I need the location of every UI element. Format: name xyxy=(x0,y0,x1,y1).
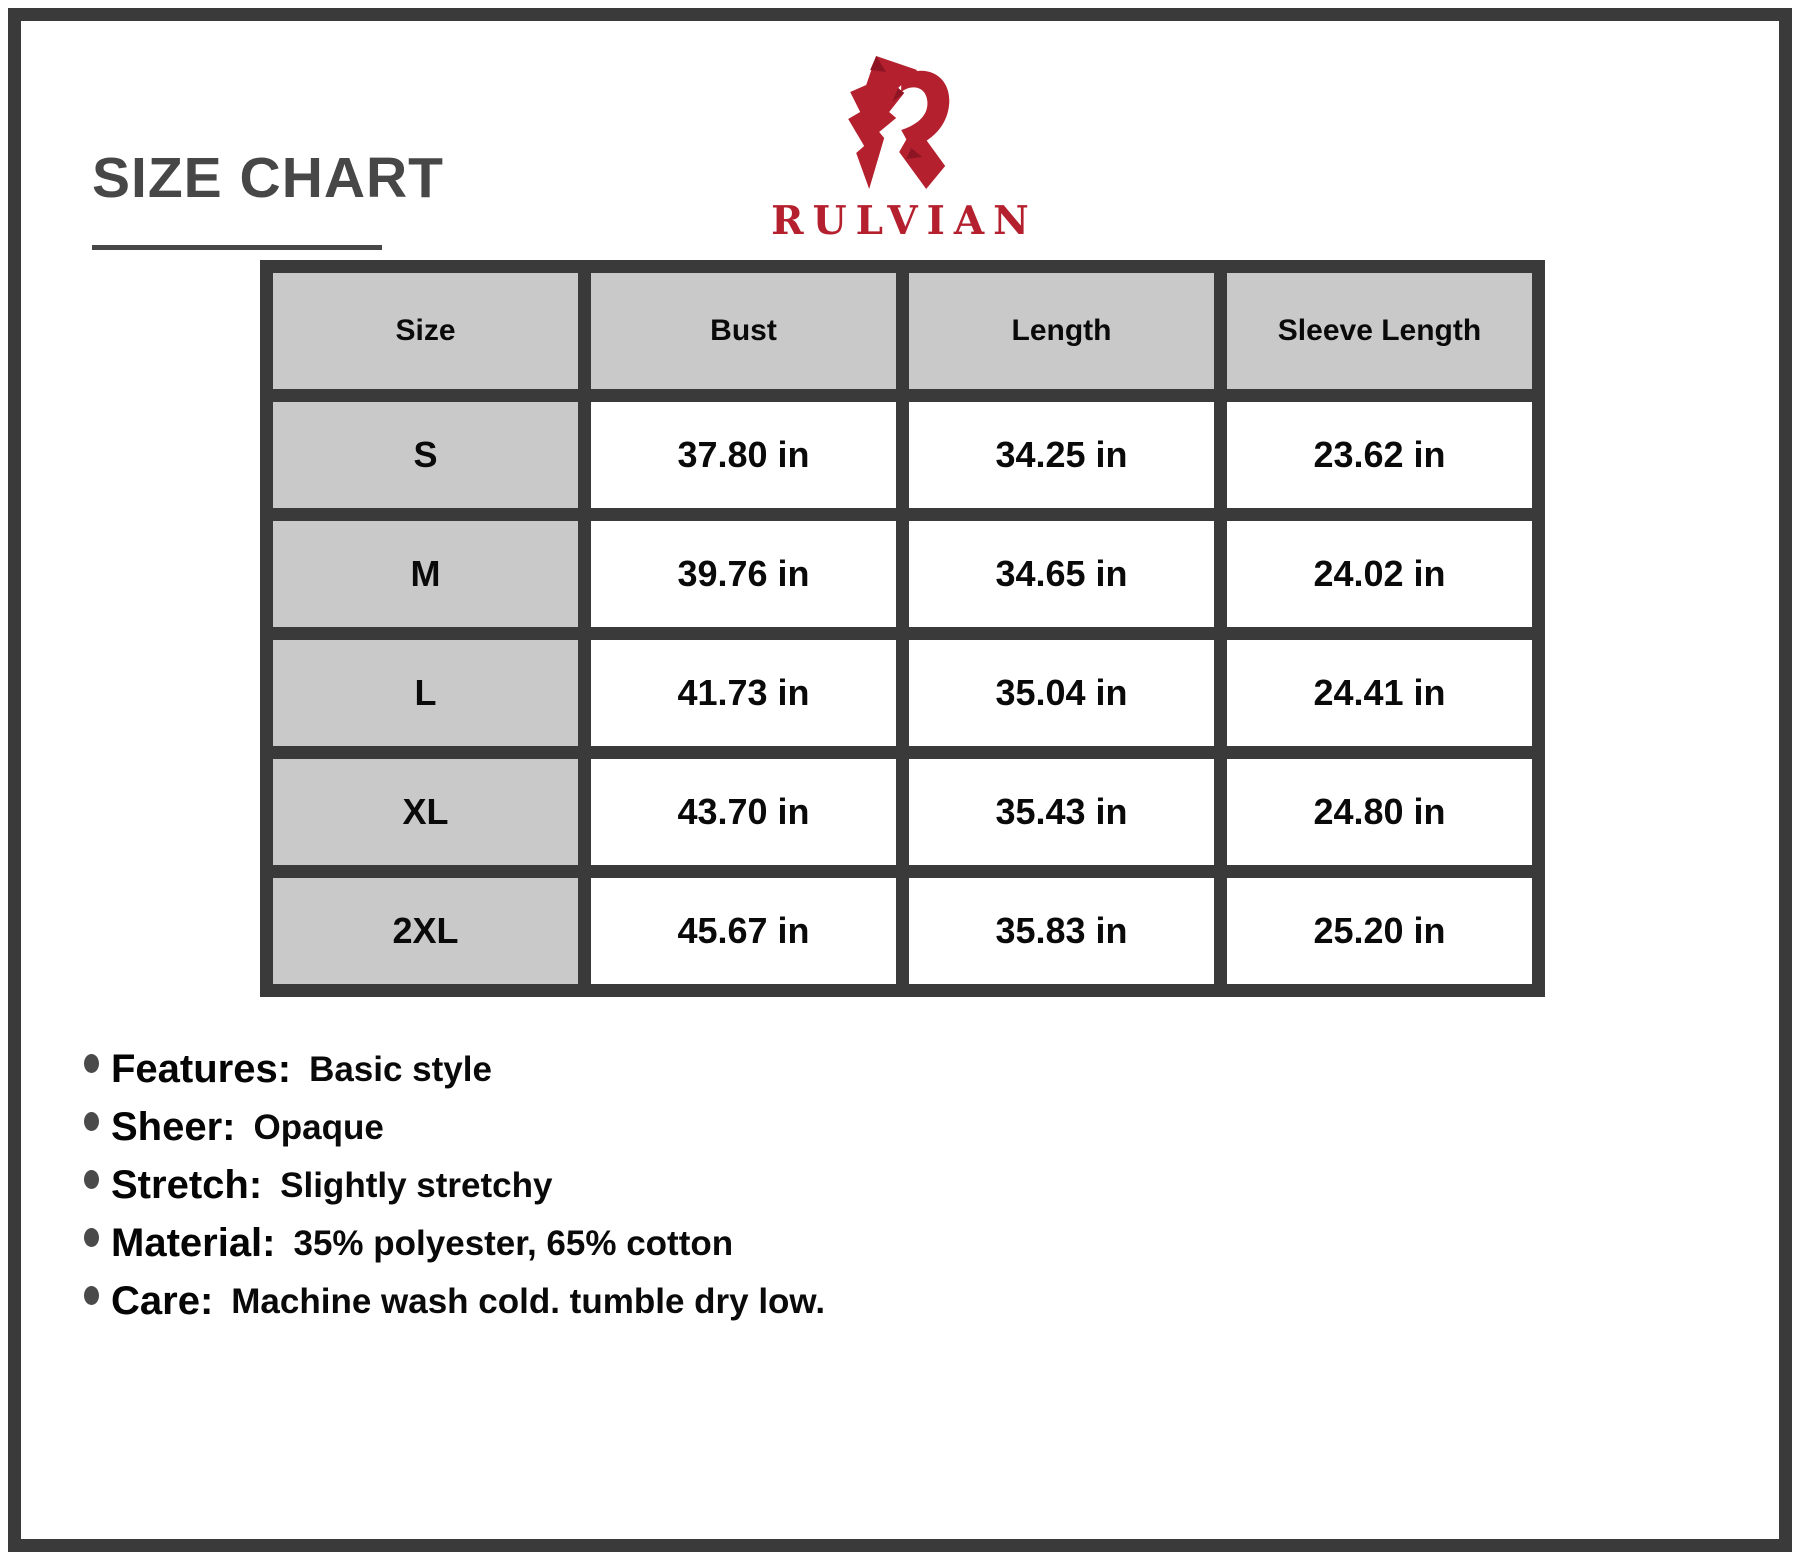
sleeve-cell: 24.02 in xyxy=(1227,521,1532,627)
detail-label: Sheer: xyxy=(111,1105,236,1149)
title-block xyxy=(92,146,444,250)
size-label-cell: 2XL xyxy=(273,878,578,984)
detail-item-care xyxy=(84,1280,825,1322)
detail-value: Opaque xyxy=(253,1107,384,1147)
size-label-cell: L xyxy=(273,640,578,746)
title-underline xyxy=(92,245,382,250)
detail-value: 35% polyester, 65% cotton xyxy=(293,1223,734,1263)
bust-cell: 43.70 in xyxy=(591,759,896,865)
brand-r-mark-icon xyxy=(841,56,959,198)
bust-cell: 45.67 in xyxy=(591,878,896,984)
detail-value: Basic style xyxy=(309,1049,492,1089)
detail-label: Stretch: xyxy=(111,1163,263,1207)
table-row xyxy=(273,759,1532,865)
column-header-sleeve-length: Sleeve Length xyxy=(1227,273,1532,389)
size-chart-table xyxy=(260,260,1545,997)
detail-label: Features: xyxy=(111,1047,292,1091)
sleeve-cell: 23.62 in xyxy=(1227,402,1532,508)
column-header-length: Length xyxy=(909,273,1214,389)
detail-item-material xyxy=(84,1222,825,1264)
detail-label: Care: xyxy=(111,1279,214,1323)
brand-logo xyxy=(762,56,1038,244)
column-header-size: Size xyxy=(273,273,578,389)
length-cell: 35.04 in xyxy=(909,640,1214,746)
size-label-cell: M xyxy=(273,521,578,627)
bust-cell: 39.76 in xyxy=(591,521,896,627)
detail-value: Slightly stretchy xyxy=(280,1165,553,1205)
bullet-icon xyxy=(84,1286,99,1305)
detail-label: Material: xyxy=(111,1221,276,1265)
bust-cell: 41.73 in xyxy=(591,640,896,746)
bust-cell: 37.80 in xyxy=(591,402,896,508)
length-cell: 34.65 in xyxy=(909,521,1214,627)
detail-item-features xyxy=(84,1048,825,1090)
sleeve-cell: 24.80 in xyxy=(1227,759,1532,865)
bullet-icon xyxy=(84,1112,99,1131)
detail-item-stretch xyxy=(84,1164,825,1206)
product-details-list xyxy=(84,1048,825,1338)
size-label-cell: S xyxy=(273,402,578,508)
table-header-row xyxy=(273,273,1532,389)
table-row xyxy=(273,521,1532,627)
bullet-icon xyxy=(84,1228,99,1247)
table-row xyxy=(273,640,1532,746)
table-row xyxy=(273,878,1532,984)
length-cell: 35.43 in xyxy=(909,759,1214,865)
bullet-icon xyxy=(84,1054,99,1073)
sleeve-cell: 25.20 in xyxy=(1227,878,1532,984)
column-header-bust: Bust xyxy=(591,273,896,389)
bullet-icon xyxy=(84,1170,99,1189)
detail-item-sheer xyxy=(84,1106,825,1148)
length-cell: 35.83 in xyxy=(909,878,1214,984)
brand-name: RULVIAN xyxy=(771,198,1038,244)
sleeve-cell: 24.41 in xyxy=(1227,640,1532,746)
detail-value: Machine wash cold. tumble dry low. xyxy=(231,1281,826,1321)
size-label-cell: XL xyxy=(273,759,578,865)
table-row xyxy=(273,402,1532,508)
length-cell: 34.25 in xyxy=(909,402,1214,508)
page-title: SIZE CHART xyxy=(92,146,444,210)
